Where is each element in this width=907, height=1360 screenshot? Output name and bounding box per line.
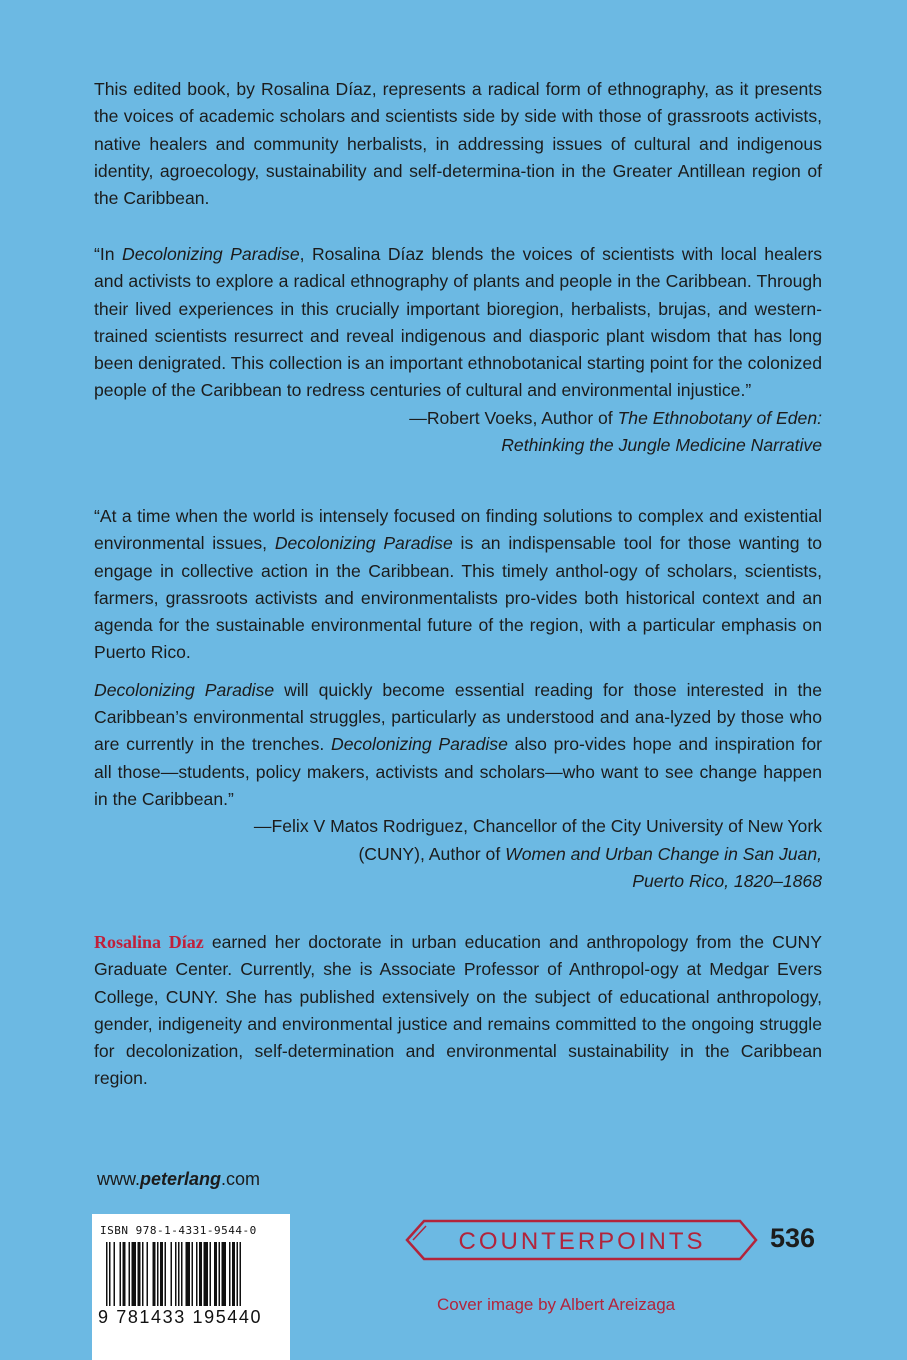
counterpoints-series-logo [404,1217,760,1263]
isbn-barcode [92,1214,290,1360]
review-matos-paragraph-1: “At a time when the world is intensely focused on finding solutions to complex and existential environmental issues, Decolonizing Paradise is an indispensable tool for those wanting to engage in collective action in the Caribbean. This timely anthol-ogy of scholars, scientists, farmers, grassroots activists and environmentalists pro-vides both historical context and an agenda for the sustainable environmental future of the region, with a particular emphasis on Puerto Rico. [94,506,823,663]
author-bio-text: Rosalina Díaz earned her doctorate in urban education and anthropology from the CUNY Graduate Center. Currently, she is Associate Professor of Anthropol-ogy at Medgar Evers College, CUNY. She has published extensively on the subject of educational anthropology, gender, indigeneity and environmental justice and remains committed to the ongoing struggle for decolonization, self-determination and environmental sustainability in the Caribbean region. [94,932,822,1089]
review-matos [94,503,822,895]
series-name: COUNTERPOINTS [458,1228,706,1255]
author-bio [94,929,822,1093]
description [94,76,822,212]
cover-image-credit: Cover image by Albert Areizaga [437,1295,676,1314]
review-voeks-attribution: —Robert Voeks, Author of The Ethnobotany of Eden: Rethinking the Jungle Medicine Narrative [409,407,822,456]
review-voeks [94,241,822,459]
publisher-website[interactable]: www.peterlang.com [97,1169,261,1189]
author-name: Rosalina Díaz [94,932,204,952]
ean-digits: 9 781433 195440 [98,1307,263,1327]
review-matos-attribution: —Felix V Matos Rodriguez, Chancellor of the City University of New York (CUNY), Author of Women and Urban Change in San Juan, Puerto Rico, 1820–1868 [253,816,822,891]
review-voeks-text: “In Decolonizing Paradise, Rosalina Díaz blends the voices of scientists with local healers and activists to explore a radical ethnography of plants and people in the Caribbean. Through their lived experiences in this crucially important bioregion, herbalists, brujas, and western-trained scientists resurrect and reveal indigenous and diasporic plant wisdom that has long been denigrated. This collection is an important ethnobotanical starting point for the colonized people of the Caribbean to redress centuries of cultural and environmental injustice.” [94,244,822,401]
review-matos-paragraph-2: Decolonizing Paradise will quickly become essential reading for those interested in the Caribbean’s environmental struggles, particularly as understood and ana-lyzed by those who are currently in the trenches. Decolonizing Paradise also pro-vides hope and inspiration for all those—students, policy makers, activists and scholars—who want to see change happen in the Caribbean.” [94,679,823,809]
barcode-bars [106,1242,276,1306]
description-paragraph: This edited book, by Rosalina Díaz, represents a radical form of ethnography, as it presents the voices of academic scholars and scientists side by side with those of grassroots activists, native healers and community herbalists, in addressing issues of cultural and indigenous identity, agroecology, sustainability and self-determina-tion in the Greater Antillean region of the Caribbean. [94,79,822,209]
series-number: 536 [770,1223,816,1253]
isbn-label: ISBN 978-1-4331-9544-0 [100,1224,257,1237]
